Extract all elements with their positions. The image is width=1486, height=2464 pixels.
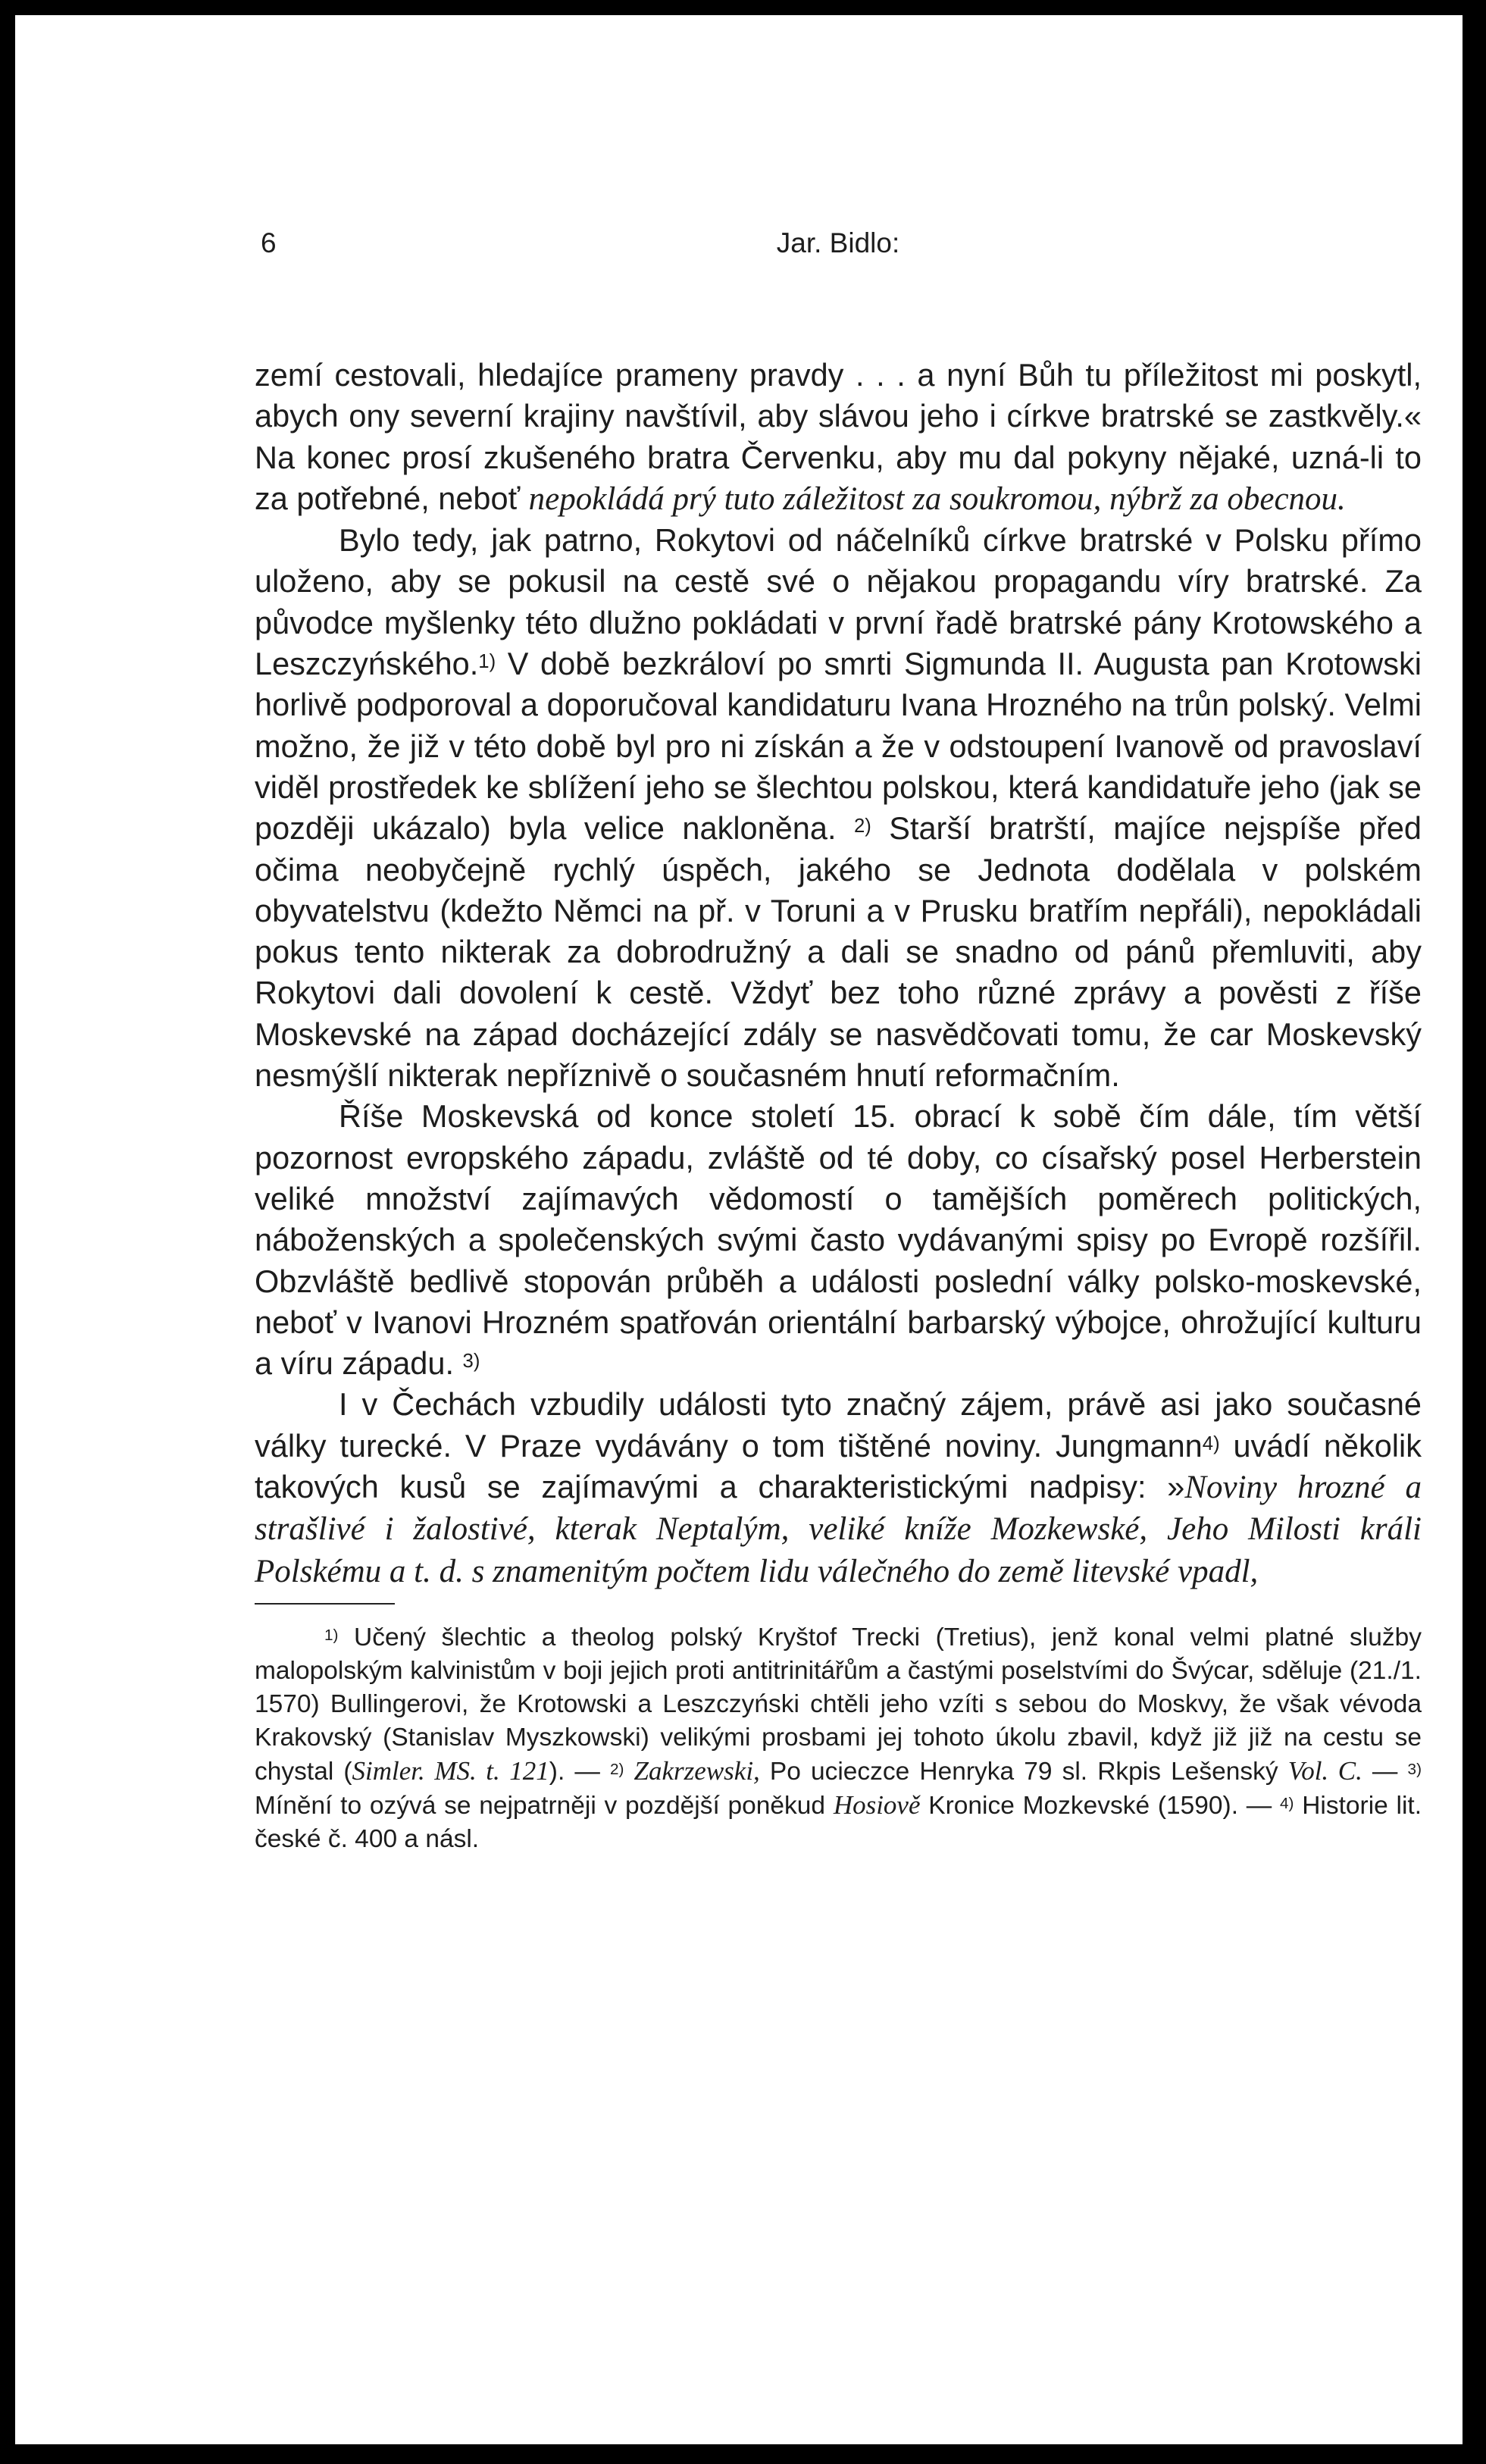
text-run: Po ucieczce Henryka 79 sl. Rkpis Lešenský <box>759 1757 1288 1786</box>
footnote-ref: 2) <box>609 1760 624 1778</box>
text-run: Bylo tedy, jak patrno, Rokytovi od náčelníků církve bratrské v Polsku přímo uloženo, aby se pokusil na cestě své o nějakou propagandu víry bratrské. Za původce myšlenky této dlužno pokládati v první řadě bratrské pány Krotowského a Leszczyńského. <box>255 522 1422 682</box>
text-column <box>255 227 1422 1856</box>
italic-run: Hosiově <box>833 1789 921 1820</box>
text-run: zemí cestovali, hledajíce prameny pravdy . . . a nyní Bůh tu příležitost mi poskytl, abych ony severní krajiny navštívil, aby slávou jeho i církve bratrské se zastkvěly.« Na konec prosí zkušeného bratra Červenku, aby mu dal pokyny nějaké, uzná-li to za potřebné, neboť <box>255 357 1422 516</box>
book-page <box>15 15 1463 2444</box>
text-run: Mínění to ozývá se nejpatrněji v pozdější poněkud <box>255 1791 834 1820</box>
footnote-text <box>255 1621 1422 1856</box>
footnote-ref: 3) <box>462 1351 480 1373</box>
text-run: — <box>1362 1757 1408 1786</box>
paragraph <box>255 1384 1422 1592</box>
footnote-divider <box>255 1603 395 1605</box>
italic-run: Zakrzewski, <box>634 1755 760 1786</box>
text-run: V době bezkráloví po smrti Sigmunda II. Augusta pan Krotowski horlivě podporoval a doporučoval kandidaturu Ivana Hrozného na trůn polský. Velmi možno, že již v této době byl pro ni získán a že v odstoupení Ivanově od pravoslaví viděl prostředek ke sblížení jeho se šlechtou polskou, která kandidatuře jeho (jak se později ukázalo) byla velice nakloněna. <box>255 646 1422 847</box>
footnotes <box>255 1621 1422 1856</box>
text-run: Starší bratrští, majíce nejspíše před očima neobyčejně rychlý úspěch, jakého se Jednota dodělala v polském obyvatelstvu (kdežto Němci na př. v Toruni a v Prusku bratřím nepřáli), nepokládali pokus tento nikterak za dobrodružný a dali se snadno od pánů přemluviti, aby Rokytovi dali dovolení k cestě. Vždyť bez toho různé zprávy a pověsti z říše Moskevské na západ docházející zdály se nasvědčovati tomu, že car Moskevský nesmýšlí nikterak nepříznivě o současném hnutí reformačním. <box>255 810 1422 1094</box>
text-run: I v Čechách vzbudily události tyto značný zájem, právě asi jako současné války turecké. V Praze vydávány o tom tištěné noviny. Jungmann <box>255 1386 1422 1464</box>
footnote-ref: 1) <box>478 651 496 673</box>
footnote-ref: 3) <box>1407 1760 1422 1778</box>
footnote-ref: 4) <box>1280 1794 1294 1812</box>
paragraph <box>255 520 1422 1096</box>
text-run: Učený šlechtic a theolog polský Kryštof Trecki (Tretius), jenž konal velmi platné služby malopolským kalvinistům v boji jejich proti antitrinitářům a častými poselstvími do Švýcar, sděluje (21./1. 1570) Bullingerovi, že Krotowski a Leszczyński chtěli jeho vzíti s sebou do Moskvy, že však vévoda Krakovský (Stanislav Myszkowski) velikými prosbami jej tohoto úkolu zbavil, když již již na cestu se chystal ( <box>255 1623 1422 1786</box>
footnote-ref: 4) <box>1202 1432 1220 1454</box>
italic-run: Noviny hrozné a strašlivé i žalostivé, kterak Neptalým, veliké kníže Mozkewské, Jeho Milosti králi Polskému a t. d. s znamenitým počtem lidu válečného do země litevské vpadl, <box>255 1470 1422 1589</box>
page-number: 6 <box>261 227 277 258</box>
running-title: Jar. Bidlo: <box>776 227 900 258</box>
body-text <box>255 355 1422 1592</box>
text-run: uvádí několik takových kusů se zajímavými a charakteristickými nadpisy: » <box>255 1427 1422 1505</box>
paragraph <box>255 355 1422 520</box>
text-run: ). — <box>549 1757 610 1786</box>
italic-run: Vol. C. <box>1287 1755 1362 1786</box>
text-run <box>624 1758 634 1786</box>
text-run: Kronice Mozkevské (1590). — <box>920 1791 1280 1820</box>
text-run: Historie lit. české č. 400 a násl. <box>255 1791 1422 1853</box>
footnote-ref: 2) <box>853 816 871 838</box>
running-head <box>255 227 1422 280</box>
italic-run: nepokládá prý tuto záležitost za soukromou, nýbrž za obecnou. <box>528 481 1346 517</box>
italic-run: Simler. MS. t. 121 <box>352 1755 549 1786</box>
paragraph <box>255 1096 1422 1384</box>
text-run: Říše Moskevská od konce století 15. obrací k sobě čím dále, tím větší pozornost evropského západu, zvláště od té doby, co císařský posel Herberstein veliké množství zajímavých vědomostí o tamějších poměrech politických, náboženských a společenských svými často vydávanými spisy po Evropě rozšířil. Obzvláště bedlivě stopován průběh a události poslední války polsko-moskevské, neboť v Ivanovi Hrozném spatřován orientální barbarský výbojce, ohrožující kulturu a víru západu. <box>255 1098 1422 1382</box>
footnote-ref: 1) <box>324 1626 339 1644</box>
